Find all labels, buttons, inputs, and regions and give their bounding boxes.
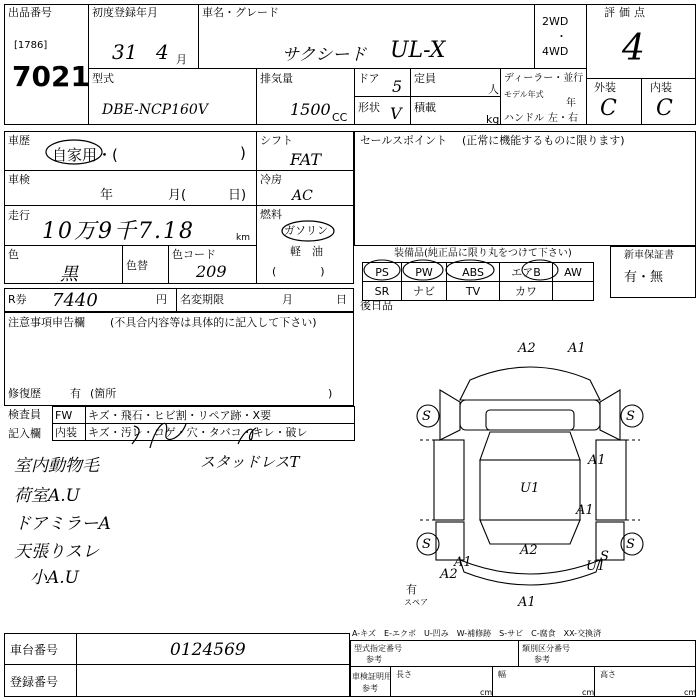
height-label: 高さ [600,670,616,679]
recycle-label: R券 [8,293,27,306]
color-code: 209 [196,262,227,281]
inspection-month: 月( [168,188,187,203]
equip-abs: ABS [447,263,500,282]
width-unit: cm [582,688,595,697]
checker-label-1: 検査員 [8,408,41,421]
checker-fw-text: キズ・飛石・ヒビ割・リペア跡・X要 [86,407,355,424]
category-label: 類別区分番号 [522,644,570,653]
load-label: 積載 [414,101,436,114]
checker-fw: FW [53,407,86,424]
inspection-day: 日) [228,188,247,203]
note-2: 荷室A.U [14,486,81,506]
mileage-label: 走行 [8,209,30,222]
checker-label-2: 記入欄 [8,427,41,440]
diagram-mark-rr: S [626,537,635,552]
cautions-note: (不具合内容等は具体的に記入して下さい) [110,316,317,329]
history-circle [44,138,104,166]
diagram-mark-fr: S [626,409,635,424]
length-label: 長さ [396,670,412,679]
equipment-circles [362,258,602,286]
equip-pw: PW [402,263,447,282]
drive-4wd: 4WD [542,45,569,58]
first-reg-label: 初度登録年月 [92,6,158,19]
drive-2wd: 2WD [542,15,569,28]
color-change-label: 色替 [126,259,148,272]
lot-label: 出品番号 [8,6,52,19]
type-label: 型式 [92,72,114,85]
interior-score: C [656,96,673,121]
equip-sr: SR [363,282,402,301]
inspection-year: 年 [100,188,114,203]
equip-airbag: エアB [500,263,553,282]
diagram-mark-rrs: S [600,549,609,564]
repair-label: 修復歴 [8,387,41,400]
exterior-score: C [600,96,617,121]
transfer-month: 月 [282,293,293,306]
shape-value: V [390,104,402,123]
reg-label: 登録番号 [10,675,59,689]
recycle-unit: 円 [156,293,167,306]
note-1: 室内動物毛 [14,456,99,476]
repair-close: ) [328,387,333,400]
reg-cert-label: 車検証明用 [352,672,392,681]
score-label: 評価点 [604,6,649,19]
color-label: 色 [8,248,19,261]
warranty-value: 有・無 [624,270,664,285]
diagram-mark-rear-left: A1 [454,555,472,570]
handle-lr: 左・右 [548,113,578,124]
warranty-label: 新車保証書 [624,250,674,261]
handle-label: ハンドル [504,113,544,124]
doors-value: 5 [392,77,403,96]
history-close: ) [240,144,246,162]
shift-value: FAT [290,150,322,169]
equip-aw: AW [553,263,594,282]
note-4: 天張りスレ [14,542,99,562]
recycle-value: 7440 [52,290,98,311]
sales-point-note: (正常に機能するものに限ります) [462,134,625,147]
ac-value: AC [292,188,313,204]
spare-text: スペア [404,598,428,607]
fuel-diesel: 軽 油 [290,245,323,258]
equipment-label: 装備品(純正品に限り丸をつけて下さい) [394,248,572,259]
car-name-label: 車名・グレード [202,6,279,19]
capacity-label: 定員 [414,72,436,85]
equip-navi: ナビ [402,282,447,301]
note-5: 小A.U [30,568,80,588]
diagram-mark-rl: S [422,537,431,552]
history-label: 車歴 [8,134,30,147]
sales-point-box [354,131,696,246]
category-ref: 参考 [534,655,550,664]
fuel-paren: ( ) [272,265,325,278]
fuel-label: 燃料 [260,208,282,221]
interior-label: 内装 [650,81,672,94]
spare-mark: 有 [406,583,417,596]
shape-label: 形状 [358,101,380,114]
mileage-unit: km [236,233,250,243]
first-reg-month: 4 [156,40,169,64]
ac-label: 冷房 [260,173,282,186]
displacement-label: 排気量 [260,72,293,85]
diagram-mark-right-rear: A1 [576,503,594,518]
checker-scribbles [120,404,280,452]
reg-cert-ref: 参考 [362,684,378,693]
checker-in: 内装 [53,424,86,441]
mileage-value: 10万9千7.18 [42,219,195,244]
checker-in-text: キズ・汚レ・コゲ・穴・タバコ・キレ・破レ [86,424,355,441]
displacement-value: 1500 [290,100,331,119]
capacity-unit: 人 [488,83,499,96]
dealer-label: ディーラー・並行 [504,73,584,84]
equip-tv: TV [447,282,500,301]
doors-label: ドア [358,72,380,85]
transfer-label: 名変期限 [180,293,224,306]
first-reg-year: 31 [112,40,138,64]
diagram-mark-roof: U1 [520,481,540,496]
length-unit: cm [480,688,493,697]
model-designation-ref: 参考 [366,655,382,664]
repair-value: 有 [70,387,81,400]
diagram-mark-rear-bumper: A2 [440,567,458,582]
fuel-gas: ガソリン [284,224,328,237]
color-code-label: 色コード [172,248,216,261]
diagram-mark-rear-right: U1 [586,559,606,574]
exterior-label: 外装 [594,81,616,94]
equip-leather: カワ [500,282,553,301]
chassis-value: 0124569 [170,640,246,660]
history-value: 自家用・( [52,146,118,164]
lot-sub: [1786] [14,40,48,51]
car-grade: UL-X [390,38,446,63]
model-year-unit: 年 [566,98,576,109]
first-reg-month-unit: 月 [176,53,187,66]
displacement-unit: CC [332,111,348,124]
chassis-label: 車台番号 [10,643,59,657]
inspection-label: 車検 [8,173,30,186]
diagram-mark-rear: A1 [518,595,536,610]
load-unit: kg [486,113,500,126]
diagram-mark-fl: S [422,409,431,424]
after-parts-label: 後日品 [360,299,393,312]
color-value: 黒 [60,264,78,285]
diagram-mark-trunk: A2 [520,543,538,558]
width-label: 幅 [498,670,506,679]
note-right: スタッドレスT [200,453,300,471]
shift-label: シフト [260,134,293,147]
score-value: 4 [622,28,645,69]
sales-point-label: セールスポイント [360,134,448,147]
model-year-label: モデル年式 [504,90,544,99]
fuel-circle [280,219,336,243]
car-model: サクシード [282,45,367,65]
type-value: DBE-NCP160V [102,102,208,118]
car-diagram [400,340,660,610]
diagram-mark-front: A2 [518,341,536,356]
transfer-day: 日 [336,293,347,306]
equip-ps: PS [363,263,402,282]
model-designation-label: 型式指定番号 [354,644,402,653]
height-unit: cm [684,688,697,697]
repair-paren: (箇所 [90,387,117,400]
lot-number: 7021 [12,60,90,93]
diagram-mark-right-door: A1 [588,453,606,468]
cautions-label: 注意事項申告欄 [8,316,85,329]
diagram-mark-front-right: A1 [568,341,586,356]
note-3: ドアミラーA [14,514,111,534]
damage-legend: A-キズ E-エクボ U-凹み W-補修跡 S-サビ C-腐食 XX-交換済 [352,629,602,638]
drive-dot: ・ [556,30,567,43]
